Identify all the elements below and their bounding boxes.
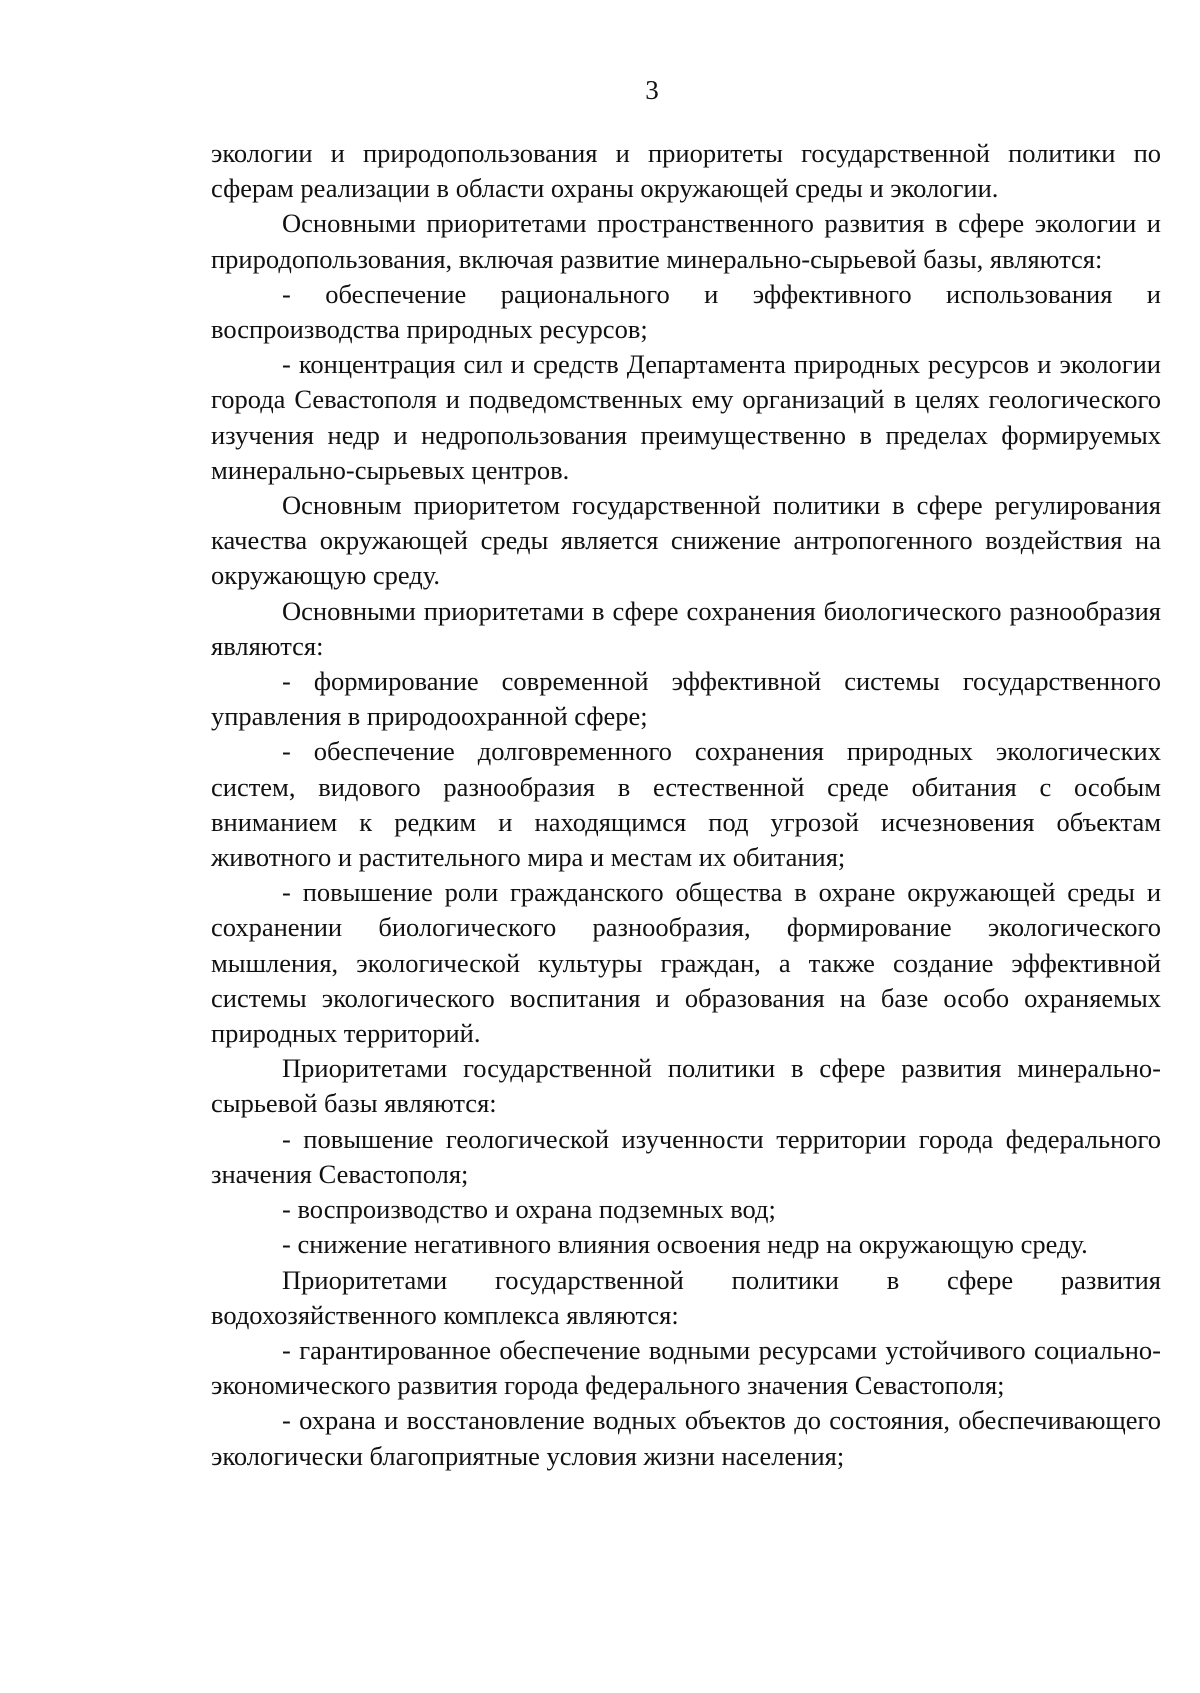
paragraph: - повышение геологической изученности территории города федерального значения Севастополя; — [211, 1123, 1161, 1189]
paragraph: - воспроизводство и охрана подземных вод; — [282, 1194, 776, 1225]
document-body — [211, 136, 1161, 1474]
paragraph: - повышение роли гражданского общества в охране окружающей среды и сохранении биологического разнообразия, формирование экологического мышления, экологической культуры граждан, а также создание эффективной системы экологического воспитания и образования на базе особо охраняемых природных территорий. — [211, 877, 1161, 1049]
page-number: 3 — [645, 75, 659, 105]
paragraph: - снижение негативного влияния освоения недр на окружающую среду. — [282, 1229, 1088, 1260]
paragraph: Основными приоритетами пространственного развития в сфере экологии и природопользования, включая развитие минерально-сырьевой базы, являются: — [211, 208, 1161, 274]
paragraph: экологии и природопользования и приоритеты государственной политики по сферам реализации в области охраны окружающей среды и экологии. — [211, 138, 1161, 204]
paragraph: Основными приоритетами в сфере сохранения биологического разнообразия являются: — [211, 595, 1161, 661]
paragraph: - охрана и восстановление водных объектов до состояния, обеспечивающего экологически благоприятные условия жизни населения; — [211, 1405, 1161, 1471]
paragraph: Основным приоритетом государственной политики в сфере регулирования качества окружающей среды является снижение антропогенного воздействия на окружающую среду. — [211, 490, 1161, 591]
paragraph: - формирование современной эффективной системы государственного управления в природоохранной сфере; — [211, 666, 1161, 732]
paragraph: - гарантированное обеспечение водными ресурсами устойчивого социально-экономического развития города федерального значения Севастополя; — [211, 1334, 1161, 1401]
paragraph: Приоритетами государственной политики в сфере развития водохозяйственного комплекса являются: — [211, 1264, 1161, 1330]
paragraph: Приоритетами государственной политики в сфере развития минерально-сырьевой базы являются: — [211, 1053, 1161, 1119]
paragraph: - обеспечение рационального и эффективного использования и воспроизводства природных ресурсов; — [211, 278, 1161, 345]
paragraph: - обеспечение долговременного сохранения природных экологических систем, видового разнообразия в естественной среде обитания с особым вниманием к редким и находящимся под угрозой исчезновения объектам животного и растительного мира и местам их обитания; — [211, 736, 1161, 873]
paragraph: - концентрация сил и средств Департамента природных ресурсов и экологии города Севастополя и подведомственных ему организаций в целях геологического изучения недр и недропользования преимущественно в пределах формируемых минерально-сырьевых центров. — [211, 349, 1161, 485]
